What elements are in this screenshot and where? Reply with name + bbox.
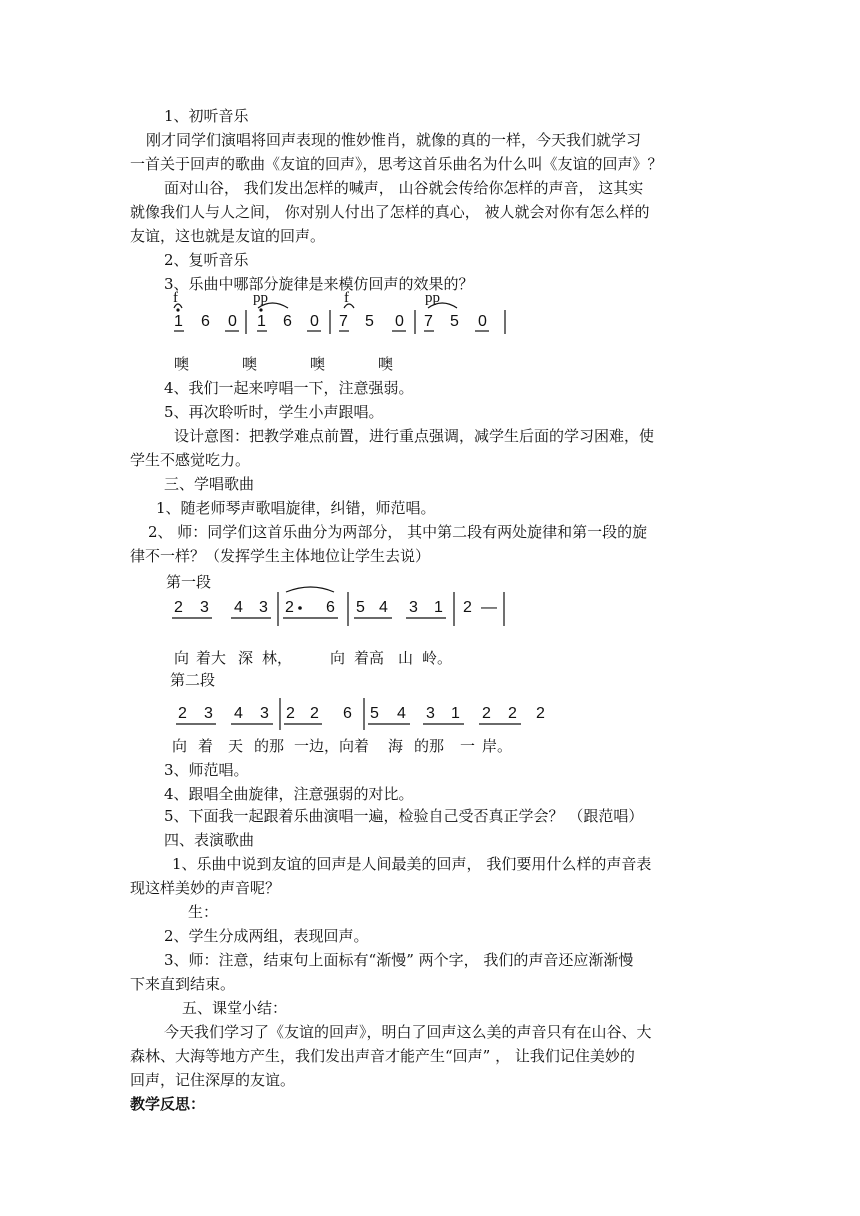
paragraph-line: 律不一样？（发挥学生主体地位让学生去说） xyxy=(130,547,431,565)
note: 2 xyxy=(508,705,517,722)
lyrics-part1 xyxy=(174,648,474,668)
dynamic-mark: pp xyxy=(253,290,268,306)
note: 6 xyxy=(283,313,292,330)
paragraph-line: 2、 师：同学们这首乐曲分为两部分， 其中第二段有两处旋律和第一段的旋 xyxy=(148,523,648,541)
lyric: 深 xyxy=(238,649,254,667)
lyric: 的那 xyxy=(254,737,285,755)
note: 0 xyxy=(395,313,404,330)
lyric: 噢 xyxy=(174,355,190,373)
note: 5 xyxy=(365,313,374,330)
lyric: 一 xyxy=(460,737,476,755)
note: 3 xyxy=(260,705,269,722)
lyric: 噢 xyxy=(378,355,394,373)
note: 2 xyxy=(174,599,183,616)
section-heading: 三、学唱歌曲 xyxy=(164,475,255,493)
note: 2 xyxy=(463,599,472,616)
paragraph-line: 友谊，这也就是友谊的回声。 xyxy=(130,227,326,245)
lyric: 岸。 xyxy=(482,737,513,755)
note: 2 xyxy=(536,705,545,722)
score-part1 xyxy=(166,582,516,632)
lyric: 山 xyxy=(398,649,414,667)
paragraph-line: 下来直到结束。 xyxy=(130,975,236,993)
paragraph-line: 现这样美妙的声音呢？ xyxy=(130,879,281,897)
step-line: 4、跟唱全曲旋律，注意强弱的对比。 xyxy=(164,785,414,803)
note: 1 xyxy=(451,705,460,722)
note: 4 xyxy=(234,705,243,722)
note: 3 xyxy=(204,705,213,722)
reflection-heading: 教学反思： xyxy=(130,1095,206,1113)
step-line: 4、我们一起来哼唱一下，注意强弱。 xyxy=(164,379,414,397)
note: 5 xyxy=(356,599,365,616)
note: 1 xyxy=(174,313,183,330)
step-line: 2、复听音乐 xyxy=(164,251,249,269)
part-label: 第一段 xyxy=(166,573,212,591)
note: 2 xyxy=(285,599,294,616)
lyric: 向 xyxy=(174,649,190,667)
lyric: 的那 xyxy=(414,737,445,755)
paragraph-line: 森林、大海等地方产生，我们发出声音才能产生“回声” ， 让我们记住美妙的 xyxy=(130,1047,635,1065)
lyric: 向 xyxy=(330,649,346,667)
note: 0 xyxy=(228,313,237,330)
note: 4 xyxy=(397,705,406,722)
lyric: 海 xyxy=(388,737,404,755)
note: 2 xyxy=(178,705,187,722)
lyrics-part2 xyxy=(172,736,532,756)
score-part2 xyxy=(166,692,566,736)
part-label: 第二段 xyxy=(170,671,216,689)
note: 2 xyxy=(310,705,319,722)
paragraph-line: 就像我们人与人之间， 你对别人付出了怎样的真心， 被人就会对你有怎么样的 xyxy=(130,203,650,221)
step-line: 2、学生分成两组，表现回声。 xyxy=(164,927,369,945)
dynamic-mark: pp xyxy=(425,290,440,306)
lyric: 向 xyxy=(172,737,188,755)
paragraph-line: 回声，记住深厚的友谊。 xyxy=(130,1071,296,1089)
note: 5 xyxy=(450,313,459,330)
note: 0 xyxy=(478,313,487,330)
lyric: 岭。 xyxy=(422,649,453,667)
paragraph-line: 今天我们学习了《友谊的回声》，明白了回声这么美的声音只有在山谷、大 xyxy=(164,1023,652,1041)
note: 1 xyxy=(434,599,443,616)
paragraph-line: 刚才同学们演唱将回声表现的惟妙惟肖，就像的真的一样，今天我们就学习 xyxy=(146,131,642,149)
note: 4 xyxy=(234,599,243,616)
step-line: 5、再次聆听时，学生小声跟唱。 xyxy=(164,403,384,421)
step-line: 3、师范唱。 xyxy=(164,761,249,779)
lyric: 噢 xyxy=(242,355,258,373)
note: — xyxy=(481,599,497,616)
lyric: 天 xyxy=(228,737,244,755)
note: 4 xyxy=(379,599,388,616)
paragraph-line: 面对山谷， 我们发出怎样的喊声， 山谷就会传给你怎样的声音， 这其实 xyxy=(164,179,644,197)
note: 7 xyxy=(424,313,433,330)
dynamic-mark: f xyxy=(344,290,349,306)
lyric: 着大 xyxy=(196,649,227,667)
paragraph-line: 一首关于回声的歌曲《友谊的回声》，思考这首乐曲名为什么叫《友谊的回声》？ xyxy=(130,155,663,173)
note: 6 xyxy=(326,599,335,616)
section-heading: 四、表演歌曲 xyxy=(164,831,255,849)
lyric: 一边，向着 xyxy=(294,737,370,755)
note: 3 xyxy=(426,705,435,722)
note: 3 xyxy=(259,599,268,616)
note: 0 xyxy=(310,313,319,330)
note: 7 xyxy=(339,313,348,330)
paragraph-line: 1、乐曲中说到友谊的回声是人间最美的回声， 我们要用什么样的声音表 xyxy=(172,855,652,873)
lyric: 着 xyxy=(198,737,214,755)
note: 1 xyxy=(257,313,266,330)
lyrics-echo xyxy=(174,354,414,374)
dynamic-mark: f xyxy=(173,290,178,306)
step-line: 1、随老师琴声歌唱旋律，纠错，师范唱。 xyxy=(156,499,436,517)
step-line: 5、下面我一起跟着乐曲演唱一遍，检验自己受否真正学会？ （跟范唱） xyxy=(164,807,644,825)
lyric: 噢 xyxy=(310,355,326,373)
note: 3 xyxy=(409,599,418,616)
step-line: 3、乐曲中哪部分旋律是来模仿回声的效果的？ xyxy=(164,275,474,293)
paragraph-line: 学生不感觉吃力。 xyxy=(130,451,251,469)
note: 2 xyxy=(482,705,491,722)
paragraph-line: 设计意图：把教学难点前置，进行重点强调，减学生后面的学习困难，使 xyxy=(174,427,655,445)
note: 5 xyxy=(370,705,379,722)
note: 6 xyxy=(201,313,210,330)
note: 3 xyxy=(200,599,209,616)
note: 2 xyxy=(286,705,295,722)
s1-title: 1、初听音乐 xyxy=(164,107,249,125)
note: 6 xyxy=(343,705,352,722)
paragraph-line: 3、师：注意，结束句上面标有“渐慢” 两个字， 我们的声音还应渐渐慢 xyxy=(164,951,634,969)
lyric: 着高 xyxy=(354,649,385,667)
paragraph-line: 生： xyxy=(188,903,219,921)
section-heading: 五、课堂小结： xyxy=(182,999,288,1017)
lyric: 林， xyxy=(262,649,293,667)
score-echo xyxy=(160,284,530,356)
